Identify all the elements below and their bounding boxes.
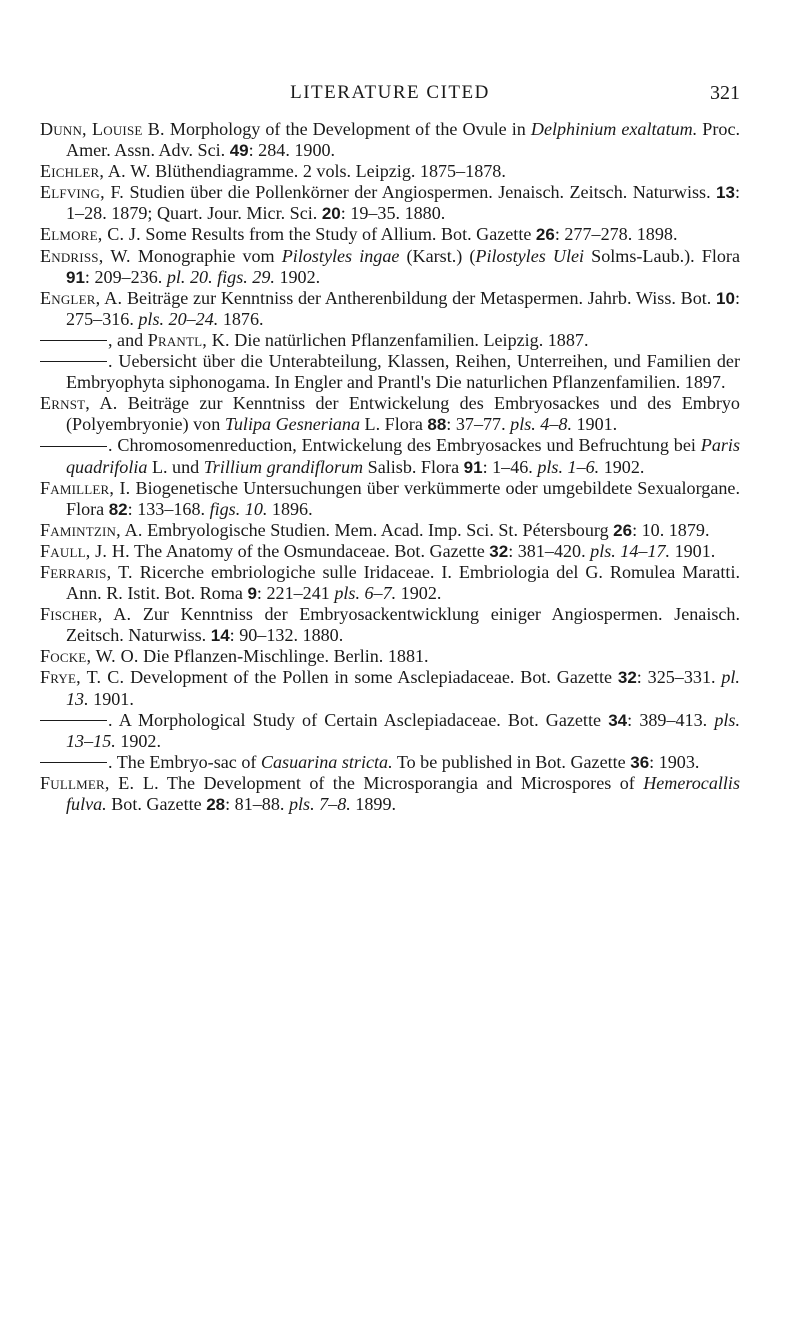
reference-volume: 32 [489, 541, 509, 561]
reference-volume: 36 [630, 752, 650, 772]
reference-author: Eichler, A. W. [40, 161, 151, 182]
reference-list [40, 119, 740, 815]
reference-entry [40, 288, 740, 330]
reference-volume: 26 [535, 225, 555, 245]
reference-text: Monographie vom [130, 245, 282, 266]
reference-text: Beiträge zur Kenntniss der Antherenbildung der Metaspermen. Jahrb. Wiss. Bot. [122, 287, 717, 308]
reference-text: : 81–88. [225, 794, 289, 814]
reference-volume: 91 [66, 267, 85, 287]
reference-entry [40, 646, 740, 667]
reference-volume: 28 [206, 795, 226, 814]
reference-text: 1901. [571, 414, 618, 435]
reference-entry [40, 351, 740, 393]
reference-text: . A Morphological Study of Certain Asclepiadaceae. Bot. Gazette [108, 709, 609, 730]
reference-text: L. und [147, 456, 204, 477]
reference-text: 1902. [599, 456, 645, 477]
reference-text: Bot. Gazette [106, 794, 207, 814]
reference-text: Some Results from the Study of Allium. Bot. Gazette [140, 224, 536, 245]
reference-text: Die Pflanzen-Mischlinge. Berlin. 1881. [138, 646, 429, 667]
reference-entry [40, 393, 740, 435]
reference-author: Elfving, F. [40, 182, 125, 203]
reference-italic: Pilostyles ingae [281, 245, 400, 266]
reference-author: Fullmer, E. L. [40, 772, 159, 793]
reference-text: : 277–278. 1898. [554, 224, 678, 245]
reference-author: Endriss, W. [40, 245, 131, 266]
reference-entry [40, 330, 740, 351]
reference-entry [40, 478, 740, 520]
reference-italic: pl. 13. [66, 667, 740, 709]
reference-entry [40, 710, 740, 752]
reference-entry [40, 119, 740, 161]
page-number: 321 [710, 82, 740, 104]
reference-text: : 381–420. [508, 540, 591, 561]
reference-author: Faull, J. H. [40, 540, 130, 561]
reference-italic: pls. 14–17. [590, 540, 671, 561]
reference-entry [40, 161, 740, 182]
reference-text: Solms-Laub.). Flora [584, 245, 740, 266]
ditto-dash [40, 762, 107, 763]
reference-text: Beiträge zur Kenntniss der Entwickelung des Embryosackes und des Embryo (Polyembryonie) von [66, 393, 740, 435]
ditto-dash [40, 361, 107, 362]
reference-italic: Delphinium exaltatum. [530, 119, 698, 139]
reference-entry [40, 752, 740, 773]
reference-text: Zur Kenntniss der Embryosackentwicklung einiger Angiospermen. Jenaisch. Zeitsch. Naturwiss. [66, 604, 741, 646]
reference-entry [40, 562, 740, 604]
reference-author: Familler, I. [40, 477, 131, 498]
reference-text: Studien über die Pollenkörner der Angiospermen. Jenaisch. Zeitsch. Naturwiss. [124, 182, 717, 203]
reference-text: : 10. 1879. [632, 519, 710, 540]
reference-volume: 34 [608, 710, 628, 730]
reference-volume: 49 [229, 141, 249, 161]
reference-text: : 275–316. [66, 287, 740, 329]
reference-italic: pls. 4–8. [510, 414, 572, 435]
reference-entry [40, 224, 740, 245]
reference-italic: pls. 20–24. [138, 308, 219, 329]
reference-text: 1896. [267, 498, 313, 519]
reference-author: Prantl, K. [147, 329, 230, 350]
reference-italic: Paris quadrifolia [66, 435, 740, 477]
reference-italic: Hemerocallis fulva. [66, 772, 740, 814]
reference-author: Engler, A. [40, 287, 123, 308]
reference-author: Ferraris, T. [40, 561, 133, 582]
reference-text: . The Embryo-sac of [108, 751, 261, 772]
reference-volume: 20 [321, 204, 341, 224]
ditto-dash [40, 446, 107, 447]
reference-italic: pl. 20. figs. 29. [166, 266, 275, 287]
reference-text: The Development of the Microsporangia and Microspores of [158, 772, 644, 793]
reference-text: Morphology of the Development of the Ovule in [164, 119, 531, 139]
reference-italic: pls. 13–15. [66, 709, 740, 751]
reference-text: Biogenetische Untersuchungen über verkümmerte oder umgebildete Sexualorgane. Flora [66, 477, 740, 519]
reference-text: Ricerche embriologiche sulle Iridaceae. I. Embriologia del G. Romulea Maratti. Ann. R. Istit. Bot. Roma [66, 561, 740, 604]
reference-text: : 1903. [649, 751, 700, 772]
reference-author: Famintzin, A. [40, 519, 143, 540]
reference-author: Focke, W. O. [40, 646, 139, 667]
reference-text: Blüthendiagramme. 2 vols. Leipzig. 1875–1878. [150, 161, 506, 182]
reference-entry [40, 246, 740, 288]
reference-volume: 10 [716, 288, 735, 308]
reference-italic: pls. 7–8. [288, 794, 351, 814]
reference-text: Embryologische Studien. Mem. Acad. Imp. Sci. St. Pétersbourg [142, 519, 614, 540]
reference-text: . Uebersicht über die Unterabteilung, Klassen, Reihen, Unterreihen, und Familien der Embryophyta siphonogama. In Engler and Prantl's Die naturlichen Pflanzenfamilien. 1897. [66, 351, 740, 393]
reference-italic: pls. 1–6. [537, 456, 600, 477]
reference-text: Development of the Pollen in some Asclepiadaceae. Bot. Gazette [124, 667, 618, 688]
running-title: LITERATURE CITED [290, 82, 490, 103]
reference-text: 1876. [218, 308, 264, 329]
reference-text: L. Flora [360, 414, 428, 435]
reference-volume: 88 [427, 415, 447, 435]
reference-text: : 325–331. [636, 667, 722, 688]
reference-text: : 37–77. [446, 414, 511, 435]
ditto-dash [40, 720, 107, 721]
reference-entry [40, 182, 740, 224]
reference-text: 1901. [88, 688, 134, 709]
reference-italic: Trillium grandiflorum [203, 456, 364, 477]
reference-text: 1902. [274, 266, 321, 287]
page-header [40, 78, 740, 108]
reference-italic: Casuarina stricta. [260, 751, 393, 772]
reference-text: . Chromosomenreduction, Entwickelung des Embryosackes und Befruchtung bei [108, 435, 701, 456]
reference-author: Dunn, Louise B. [40, 119, 165, 139]
reference-author: Ernst, A. [40, 393, 118, 414]
reference-volume: 9 [247, 584, 257, 604]
reference-text: : 90–132. 1880. [229, 625, 344, 646]
reference-author: Fischer, A. [40, 604, 132, 625]
reference-entry [40, 604, 740, 646]
reference-entry [40, 667, 740, 709]
reference-text: 1902. [396, 583, 442, 604]
reference-italic: Pilostyles Ulei [475, 245, 585, 266]
reference-text: To be published in Bot. Gazette [392, 751, 631, 772]
reference-text: : 19–35. 1880. [340, 203, 446, 224]
reference-italic: pls. 6–7. [334, 583, 397, 604]
reference-entry [40, 520, 740, 541]
ditto-dash [40, 340, 107, 341]
reference-text: The Anatomy of the Osmundaceae. Bot. Gazette [129, 540, 490, 561]
reference-text: , and [108, 329, 148, 350]
reference-text: Proc. Amer. Assn. Adv. Sci. [66, 119, 740, 161]
reference-author: Frye, T. C. [40, 667, 125, 688]
reference-volume: 91 [463, 457, 483, 477]
reference-text: : 284. 1900. [248, 140, 336, 161]
reference-text: : 1–46. [482, 456, 538, 477]
reference-text: (Karst.) ( [399, 245, 476, 266]
reference-italic: Tulipa Gesneriana [224, 414, 361, 435]
reference-volume: 32 [617, 668, 637, 688]
reference-author: Elmore, C. J. [40, 224, 141, 245]
reference-volume: 82 [108, 499, 128, 519]
reference-text: Die natürlichen Pflanzenfamilien. Leipzig. 1887. [229, 329, 589, 350]
reference-entry [40, 773, 740, 815]
reference-text: : 221–241 [256, 583, 335, 604]
reference-text: : 133–168. [127, 498, 210, 519]
reference-italic: figs. 10. [209, 498, 268, 519]
reference-entry [40, 435, 740, 477]
reference-text: 1902. [115, 730, 161, 751]
reference-volume: 13 [716, 183, 735, 203]
reference-volume: 14 [210, 626, 230, 646]
reference-text: 1901. [670, 540, 716, 561]
reference-text: Salisb. Flora [363, 456, 464, 477]
reference-text: : 389–413. [627, 709, 715, 730]
reference-text: 1899. [350, 794, 397, 814]
reference-volume: 26 [613, 520, 633, 540]
reference-entry [40, 541, 740, 562]
reference-text: : 209–236. [84, 266, 167, 287]
reference-text: : 1–28. 1879; Quart. Jour. Micr. Sci. [66, 182, 740, 224]
